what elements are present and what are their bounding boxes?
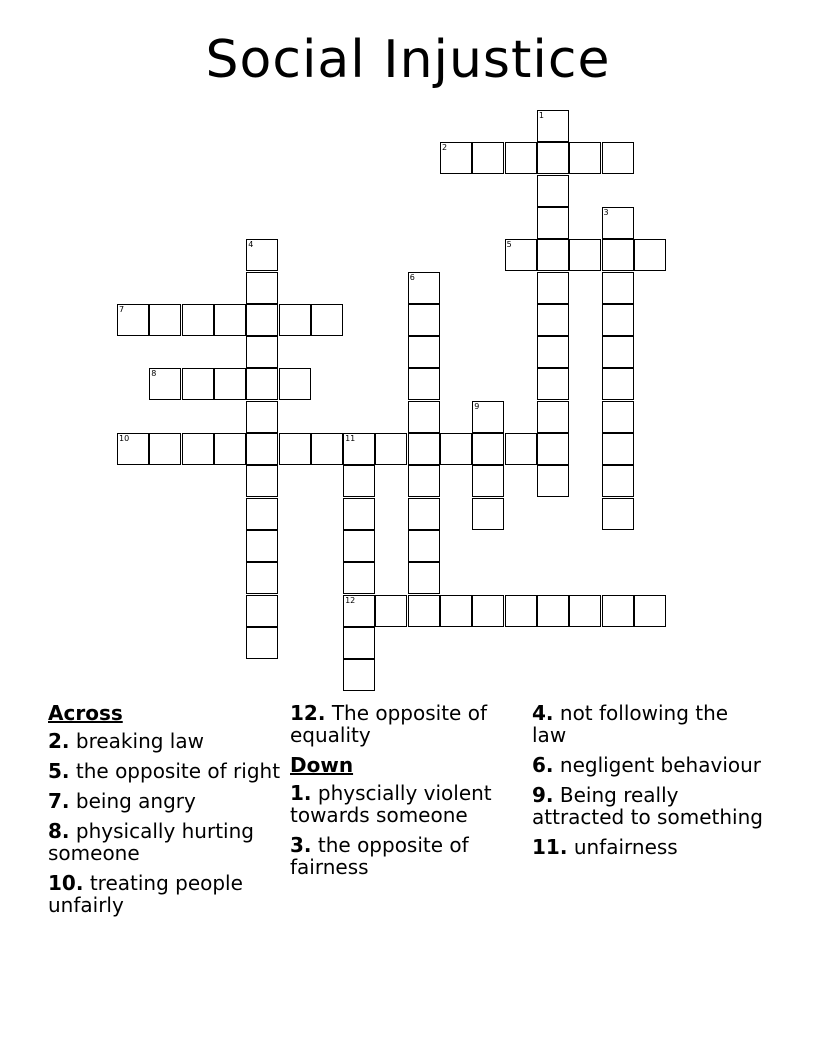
grid-cell[interactable] [343,465,375,497]
cell-number: 3 [603,207,609,217]
grid-cell[interactable] [505,595,537,627]
grid-cell[interactable] [602,239,634,271]
grid-cell[interactable] [537,110,569,142]
grid-cell[interactable] [182,433,214,465]
clue-number: 3 [290,833,304,857]
grid-cell[interactable] [537,368,569,400]
grid-cell[interactable] [214,368,246,400]
grid-cell[interactable] [117,304,149,336]
cell-number: 1 [538,111,544,120]
grid-cell[interactable] [602,272,634,304]
grid-cell[interactable] [537,465,569,497]
cell-number: 11 [345,434,356,443]
grid-cell[interactable] [440,142,472,174]
clue-down-3: 3. the opposite of fairness [290,833,469,879]
grid-cell[interactable] [375,433,407,465]
grid-cell[interactable] [246,272,278,304]
grid-cell[interactable] [246,239,278,271]
clue-across-7: 7. being angry [48,789,196,813]
grid-cell[interactable] [602,401,634,433]
cell-number: 4 [248,240,254,250]
grid-cell[interactable] [182,304,214,336]
clue-text: physically hurting someone [48,819,254,865]
grid-cell[interactable] [343,498,375,530]
grid-cell[interactable] [602,368,634,400]
cell-number: 7 [119,304,125,314]
clues-column-2 [290,702,526,886]
grid-cell[interactable] [602,465,634,497]
cell-number: 5 [506,240,512,250]
grid-cell[interactable] [408,465,440,497]
clue-down-1: 1. physcially violent towards someone [290,781,492,827]
clue-number: 11 [532,835,560,859]
grid-cell[interactable] [408,498,440,530]
grid-cell[interactable] [537,595,569,627]
grid-cell[interactable] [602,142,634,174]
grid-cell[interactable] [246,627,278,659]
clue-number: 8 [48,819,62,843]
clue-text: the opposite of fairness [290,833,469,879]
grid-cell[interactable] [182,368,214,400]
grid-cell[interactable] [343,659,375,691]
clue-number: 1 [290,781,304,805]
grid-cell[interactable] [214,304,246,336]
grid-cell[interactable] [408,336,440,368]
clue-across-10: 10. treating people unfairly [48,871,243,917]
grid-cell[interactable] [472,433,504,465]
grid-cell[interactable] [343,433,375,465]
grid-cell[interactable] [537,433,569,465]
grid-cell[interactable] [408,530,440,562]
clue-across-2: 2. breaking law [48,729,204,753]
grid-cell[interactable] [634,595,666,627]
grid-cell[interactable] [505,142,537,174]
grid-cell[interactable] [569,142,601,174]
grid-cell[interactable] [246,530,278,562]
puzzle-title: Social Injustice [205,30,611,90]
clue-across-5: 5. the opposite of right [48,759,281,783]
grid-cell[interactable] [537,401,569,433]
grid-cell[interactable] [343,562,375,594]
grid-cell[interactable] [311,433,343,465]
clue-number: 6 [532,753,546,777]
clue-number: 2 [48,729,62,753]
grid-cell[interactable] [569,239,601,271]
clue-number: 4 [532,701,546,725]
grid-cell[interactable] [279,433,311,465]
clue-down-4: 4. not following the law [532,701,729,747]
grid-cell[interactable] [149,433,181,465]
clue-down-11: 11. unfairness [532,835,678,859]
down-heading: Down [290,753,354,777]
clue-text: physcially violent towards someone [290,781,492,827]
clue-text: not following the law [532,701,729,747]
grid-cell[interactable] [472,401,504,433]
grid-cell[interactable] [472,465,504,497]
grid-cell[interactable] [246,498,278,530]
clue-number: 10 [48,871,76,895]
cell-number: 2 [442,143,448,153]
grid-cell[interactable] [343,595,375,627]
clue-number: 9 [532,783,546,807]
clue-text: The opposite of equality [290,701,487,747]
grid-cell[interactable] [246,304,278,336]
grid-cell[interactable] [602,336,634,368]
across-heading: Across [48,701,123,725]
grid-cell[interactable] [149,304,181,336]
clue-number: 12 [290,701,318,725]
grid-cell[interactable] [408,433,440,465]
cell-number: 8 [151,369,157,379]
clue-text: Being really attracted to something [532,783,763,829]
grid-cell[interactable] [537,207,569,239]
cell-number: 10 [119,434,130,443]
grid-cell[interactable] [149,368,181,400]
clue-number: 7 [48,789,62,813]
grid-cell[interactable] [537,175,569,207]
grid-cell[interactable] [408,368,440,400]
clue-text: negligent behaviour [559,753,762,777]
clue-down-6: 6. negligent behaviour [532,753,762,777]
grid-cell[interactable] [472,595,504,627]
clue-text: treating people unfairly [48,871,243,917]
grid-cell[interactable] [408,401,440,433]
grid-cell[interactable] [537,304,569,336]
grid-cell[interactable] [408,304,440,336]
grid-cell[interactable] [505,433,537,465]
grid-cell[interactable] [246,595,278,627]
clue-number: 5 [48,759,62,783]
grid-cell[interactable] [537,272,569,304]
grid-cell[interactable] [505,239,537,271]
clue-text: breaking law [75,729,204,753]
grid-cell[interactable] [246,562,278,594]
cell-number: 9 [474,401,480,411]
grid-cell[interactable] [214,433,246,465]
grid-cell[interactable] [117,433,149,465]
clue-down-9: 9. Being really attracted to something [532,783,763,829]
grid-cell[interactable] [408,562,440,594]
cell-number: 12 [345,595,356,605]
grid-cell[interactable] [375,595,407,627]
grid-cell[interactable] [408,595,440,627]
clue-across-8: 8. physically hurting someone [48,819,254,865]
grid-cell[interactable] [634,239,666,271]
grid-cell[interactable] [602,498,634,530]
grid-cell[interactable] [602,207,634,239]
grid-cell[interactable] [246,368,278,400]
clue-across-12: 12. The opposite of equality [290,701,487,747]
grid-cell[interactable] [537,239,569,271]
grid-cell[interactable] [569,595,601,627]
clue-text: the opposite of right [75,759,281,783]
grid-cell[interactable] [602,433,634,465]
grid-cell[interactable] [472,498,504,530]
grid-cell[interactable] [602,595,634,627]
clues-column-1 [48,702,284,924]
grid-cell[interactable] [537,336,569,368]
clue-text: being angry [75,789,196,813]
grid-cell[interactable] [343,627,375,659]
grid-cell[interactable] [246,401,278,433]
grid-cell[interactable] [440,433,472,465]
grid-cell[interactable] [279,304,311,336]
grid-cell[interactable] [311,304,343,336]
cell-number: 6 [409,272,415,282]
grid-cell[interactable] [246,433,278,465]
grid-cell[interactable] [602,304,634,336]
grid-cell[interactable] [279,368,311,400]
grid-cell[interactable] [246,465,278,497]
clues-column-3 [532,702,768,866]
grid-cell[interactable] [343,530,375,562]
grid-cell[interactable] [537,142,569,174]
grid-cell[interactable] [440,595,472,627]
grid-cell[interactable] [246,336,278,368]
grid-cell[interactable] [408,272,440,304]
clue-text: unfairness [573,835,678,859]
grid-cell[interactable] [472,142,504,174]
